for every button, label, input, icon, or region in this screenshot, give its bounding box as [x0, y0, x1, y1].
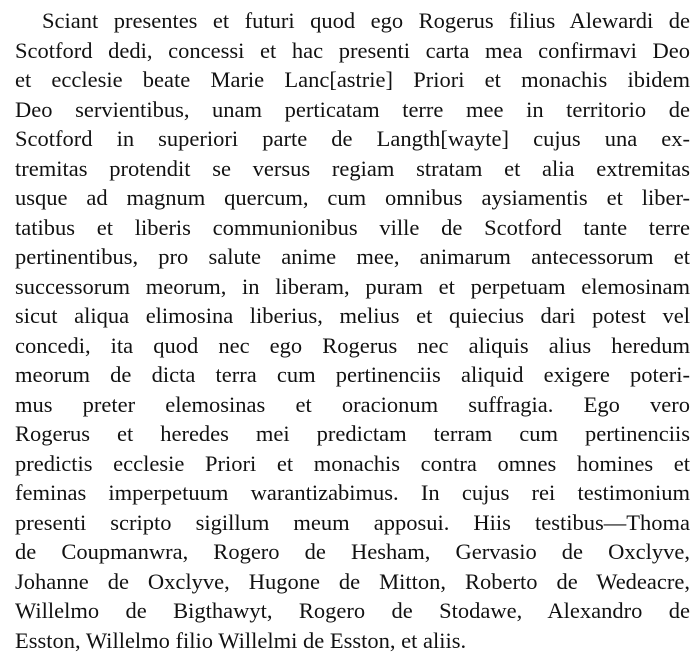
charter-paragraph: [15, 6, 690, 655]
text-line: presenti scripto sigillum meum apposui. Hiis testibus—Thoma: [15, 509, 690, 535]
text-line: successorum meorum, in liberam, puram et perpetuam elemosinam: [15, 273, 690, 299]
text-line: Johanne de Oxclyve, Hugone de Mitton, Roberto de Wedeacre,: [15, 568, 690, 594]
text-line: mus preter elemosinas et oracionum suffragia. Ego vero: [15, 391, 690, 417]
text-line: predictis ecclesie Priori et monachis contra omnes homines et: [15, 450, 690, 476]
text-line: Sciant presentes et futuri quod ego Rogerus filius Alewardi de: [42, 8, 690, 33]
text-line: tremitas protendit se versus regiam stratam et alia extremitas: [15, 155, 690, 181]
text-line: Scotford in superiori parte de Langth[wayte] cujus una ex-: [15, 126, 690, 151]
text-line: Rogerus et heredes mei predictam terram cum pertinenciis: [15, 421, 690, 446]
text-line: pertinentibus, pro salute anime mee, animarum antecessorum et: [15, 244, 690, 269]
text-line: et ecclesie beate Marie Lanc[astrie] Priori et monachis ibidem: [15, 67, 690, 92]
text-line: Deo servientibus, unam perticatam terre mee in territorio de: [15, 96, 690, 122]
text-line: feminas imperpetuum warantizabimus. In cujus rei testimonium: [15, 480, 690, 505]
text-line: Willelmo de Bigthawyt, Rogero de Stodawe, Alexandro de: [15, 598, 690, 623]
text-line: de Coupmanwra, Rogero de Hesham, Gervasio de Oxclyve,: [15, 539, 690, 564]
text-line: meorum de dicta terra cum pertinenciis aliquid exigere poteri-: [15, 362, 690, 387]
text-line: usque ad magnum quercum, cum omnibus aysiamentis et liber-: [15, 185, 690, 210]
text-line: sicut aliqua elimosina liberius, melius et quiecius dari potest vel: [15, 303, 690, 328]
text-line: concedi, ita quod nec ego Rogerus nec aliquis alius heredum: [15, 332, 690, 358]
text-line: Scotford dedi, concessi et hac presenti carta mea confirmavi Deo: [15, 37, 690, 63]
text-line: tatibus et liberis communionibus ville de Scotford tante terre: [15, 214, 690, 240]
text-line: Esston, Willelmo filio Willelmi de Esston, et aliis.: [15, 627, 467, 653]
